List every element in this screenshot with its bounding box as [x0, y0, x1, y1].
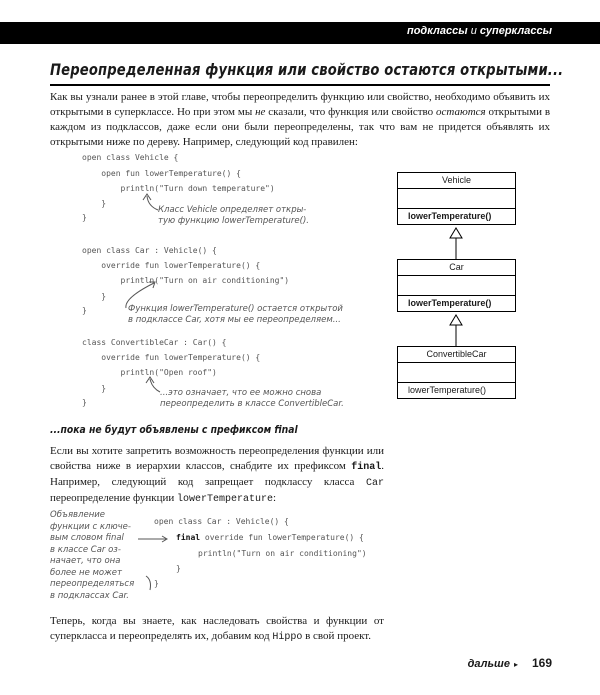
- code-line: }: [82, 292, 107, 301]
- code-line: open class Car : Vehicle() {: [154, 517, 289, 526]
- intro-emphasis-2: остаются: [436, 106, 486, 118]
- page-title: Переопределенная функция или свойство остаются открытыми...: [50, 60, 564, 79]
- side-note-line: начает, что она: [50, 556, 121, 566]
- section-part-b: суперклассы: [479, 25, 552, 37]
- code-line: override fun lowerTemperature() {: [82, 261, 261, 270]
- closing-text-2: в свой проект.: [302, 630, 372, 642]
- uml-class-name: Vehicle: [398, 173, 515, 189]
- side-note-line: в классе Car оз-: [50, 544, 121, 555]
- keyword-final: final: [351, 462, 382, 473]
- side-note-line: функции с ключе-: [50, 521, 131, 532]
- annotation-line: в подклассе Car, хотя мы ее переопределяем...: [128, 315, 341, 325]
- intro-text-2: сказали, что функция или свойство: [265, 106, 437, 118]
- code-line: }: [82, 213, 87, 222]
- section-conj: и: [470, 25, 477, 37]
- final-text-3: переопределение функции: [50, 492, 178, 504]
- final-text-2: . Например, следующий код запрещает подклассу класса: [50, 460, 384, 488]
- side-note-final: [50, 510, 134, 602]
- next-arrow-icon: ▸: [513, 660, 518, 669]
- code-line: println("Turn down temperature"): [82, 184, 275, 193]
- intro-emphasis-1: не: [255, 106, 266, 118]
- code-line: [176, 533, 364, 543]
- side-note-line: более не может: [50, 567, 122, 578]
- code-hippo: Hippo: [272, 632, 303, 643]
- side-note-line: в подклассах Car.: [50, 590, 129, 601]
- side-note-line: Объявление: [50, 510, 106, 520]
- uml-class-name: ConvertibleCar: [398, 347, 515, 363]
- uml-method: lowerTemperature(): [398, 208, 515, 224]
- page-number: 169: [531, 656, 552, 670]
- code-line: open class Car : Vehicle() {: [82, 246, 217, 255]
- uml-class-name: Car: [398, 260, 515, 276]
- uml-method: lowerTemperature(): [398, 382, 515, 398]
- code-lowertemperature: lowerTemperature: [177, 494, 274, 505]
- code-line-rest: override fun lowerTemperature() {: [200, 533, 364, 542]
- code-line: }: [176, 564, 181, 573]
- intro-text-3: открытыми в каждом из подклассов, даже если они были переопределены, так что вам не придется объявлять их открытыми ниже по дереву. Например, следующий код правилен:: [50, 106, 551, 148]
- code-line: }: [154, 579, 159, 588]
- next-link[interactable]: дальше: [467, 658, 510, 670]
- code-line: }: [82, 306, 87, 315]
- code-line: println("Open roof"): [82, 368, 217, 377]
- code-line: }: [82, 199, 107, 208]
- code-line: }: [82, 384, 107, 393]
- intro-text-1: Как вы узнали ранее в этой главе, чтобы переопределить функцию или свойство, необходимо объявить их открытыми в суперклассе. Но при этом мы: [50, 91, 550, 118]
- closing-paragraph: [50, 614, 384, 645]
- annotation-line: переопределить в классе ConvertibleCar.: [160, 399, 344, 409]
- code-line: }: [82, 398, 87, 407]
- final-text-1: Если вы хотите запретить возможность переопределения функции или свойства ниже в иерархии классов, снабдите их префиксом: [50, 445, 384, 472]
- code-line: println("Turn on air conditioning"): [198, 549, 367, 558]
- annotation-line: Класс Vehicle определяет откры-: [158, 205, 307, 215]
- code-line: open fun lowerTemperature() {: [82, 169, 241, 178]
- code-line: class ConvertibleCar : Car() {: [82, 338, 227, 347]
- code-car: Car: [365, 478, 384, 489]
- code-line: println("Turn on air conditioning"): [82, 276, 290, 285]
- final-text-4: :: [273, 492, 277, 504]
- final-paragraph: [50, 444, 384, 507]
- side-note-line: вым словом final: [50, 533, 124, 543]
- code-line: override fun lowerTemperature() {: [82, 353, 261, 362]
- section-part-a: подклассы: [406, 25, 468, 37]
- uml-method: lowerTemperature(): [398, 295, 515, 311]
- annotation-line: тую функцию lowerTemperature().: [158, 216, 309, 226]
- inheritance-triangle-1: [450, 228, 462, 238]
- subheading-final: ...пока не будут объявлены с префиксом final: [50, 424, 298, 436]
- side-note-line: переопределяться: [50, 579, 135, 589]
- code-keyword-final: final: [176, 533, 201, 542]
- inheritance-triangle-2: [450, 315, 462, 325]
- page-footer: [468, 656, 552, 670]
- annotation-line: ...это означает, что ее можно снова: [160, 388, 322, 398]
- code-line: open class Vehicle {: [82, 153, 179, 162]
- closing-text-1: Теперь, когда вы знаете, как наследовать свойства и функции от суперкласса и переопределять их, добавим код: [50, 615, 384, 642]
- annotation-line: Функция lowerTemperature() остается открытой: [128, 304, 343, 314]
